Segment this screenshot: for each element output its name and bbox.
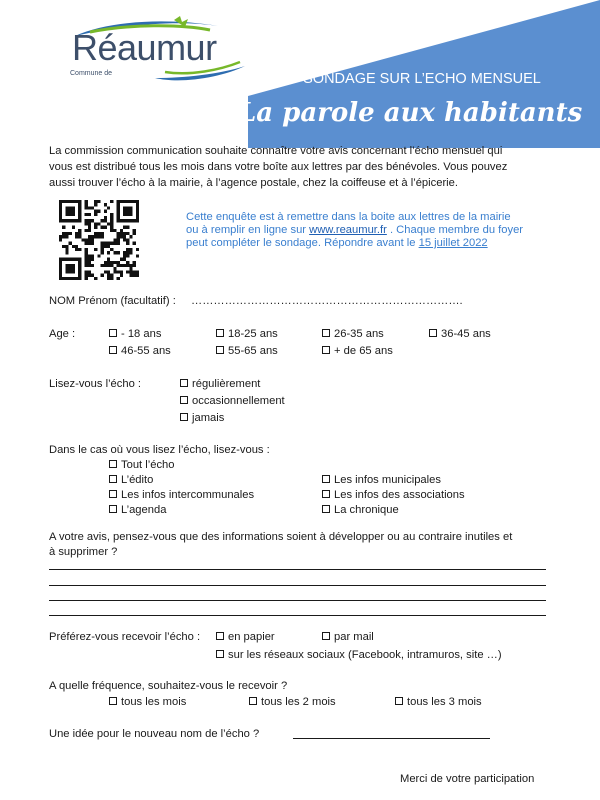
intro-line-2: vous est distribué tous les mois dans votre boîte aux lettres par des bénévoles. Vous pouvez <box>49 161 508 173</box>
checkbox-icon <box>429 329 437 337</box>
checkbox-icon <box>322 490 330 498</box>
frequency-option-monthly[interactable] <box>109 695 186 710</box>
checkbox-icon <box>180 413 188 421</box>
section-option-chronicle[interactable] <box>322 503 399 518</box>
read-option-label: occasionnellement <box>192 395 285 407</box>
logo-name: Réaumur <box>72 27 217 68</box>
age-option-26-35[interactable] <box>322 327 384 342</box>
receive-option-label: en papier <box>228 631 275 643</box>
checkbox-icon <box>109 329 117 337</box>
notice-line-3-pre: peut compléter le sondage. Répondre avant le <box>186 237 419 249</box>
frequency-option-label: tous les mois <box>121 696 187 708</box>
checkbox-icon <box>322 475 330 483</box>
notice-line-1: Cette enquête est à remettre dans la boite aux lettres de la mairie <box>186 211 511 223</box>
tagline: La parole aux habitants <box>238 98 583 128</box>
age-option-label: 55-65 ans <box>228 345 278 357</box>
reaumur-logo <box>70 14 270 84</box>
answer-line[interactable] <box>49 615 546 616</box>
frequency-option-label: tous les 3 mois <box>407 696 482 708</box>
section-option-label: L’édito <box>121 474 154 486</box>
new-name-label: Une idée pour le nouveau nom de l’écho ? <box>49 728 260 740</box>
section-option-label: Les infos municipales <box>334 474 441 486</box>
age-option-label: + de 65 ans <box>334 345 393 357</box>
answer-line[interactable] <box>49 569 546 570</box>
read-option-never[interactable] <box>180 411 224 426</box>
age-option-46-55[interactable] <box>109 344 171 359</box>
answer-line[interactable] <box>49 600 546 601</box>
website-link[interactable]: www.reaumur.fr <box>309 224 387 236</box>
survey-title: SONDAGE SUR L’ECHO MENSUEL <box>303 71 541 87</box>
thanks-text: Merci de votre participation <box>400 773 535 785</box>
section-option-agenda[interactable] <box>109 503 166 518</box>
checkbox-icon <box>216 650 224 658</box>
age-option-label: 36-45 ans <box>441 328 491 340</box>
deadline-date: 15 juillet 2022 <box>418 237 488 249</box>
age-label: Age : <box>49 328 76 340</box>
age-option-label: 46-55 ans <box>121 345 171 357</box>
age-option-label: 26-35 ans <box>334 328 384 340</box>
intro-line-3: aussi trouver l’écho à la mairie, à l’agence postale, chez la coiffeuse et à l’épicerie. <box>49 177 458 189</box>
checkbox-icon <box>216 329 224 337</box>
receive-option-paper[interactable] <box>216 630 275 645</box>
checkbox-icon <box>249 697 257 705</box>
receive-option-social[interactable] <box>216 648 502 663</box>
read-option-label: régulièrement <box>192 378 261 390</box>
age-option-label: - 18 ans <box>121 328 162 340</box>
receive-option-mail[interactable] <box>322 630 374 645</box>
read-label: Lisez-vous l’écho : <box>49 378 142 390</box>
age-option-under-18[interactable] <box>109 327 161 342</box>
sections-label: Dans le cas où vous lisez l’écho, lisez-vous : <box>49 444 270 456</box>
notice-line-2-pre: ou à remplir en ligne sur <box>186 224 310 236</box>
section-option-label: Tout l’écho <box>121 459 175 471</box>
notice-line-3 <box>186 236 488 251</box>
section-option-associations[interactable] <box>322 488 465 503</box>
age-option-36-45[interactable] <box>429 327 491 342</box>
frequency-option-label: tous les 2 mois <box>261 696 336 708</box>
receive-option-label: sur les réseaux sociaux (Facebook, intramuros, site …) <box>228 649 502 661</box>
age-option-18-25[interactable] <box>216 327 278 342</box>
section-option-label: L’agenda <box>121 504 167 516</box>
section-option-intercommunal[interactable] <box>109 488 254 503</box>
checkbox-icon <box>109 505 117 513</box>
age-option-55-65[interactable] <box>216 344 278 359</box>
age-option-over-65[interactable] <box>322 344 393 359</box>
intro-line-1: La commission communication souhaite connaître votre avis concernant l’écho mensuel qui <box>49 145 503 157</box>
opinion-question-line-1: A votre avis, pensez-vous que des informations soient à développer ou au contraire inutiles et <box>49 531 513 543</box>
age-option-label: 18-25 ans <box>228 328 278 340</box>
checkbox-icon <box>322 346 330 354</box>
section-option-label: La chronique <box>334 504 399 516</box>
read-option-occasionally[interactable] <box>180 394 285 409</box>
new-name-field[interactable] <box>293 738 490 739</box>
frequency-option-3-months[interactable] <box>395 695 482 710</box>
checkbox-icon <box>322 505 330 513</box>
read-option-label: jamais <box>192 412 225 424</box>
section-option-label: Les infos des associations <box>334 489 465 501</box>
checkbox-icon <box>180 396 188 404</box>
name-field[interactable]: ………………………………………………………………. <box>191 295 463 307</box>
qr-code-icon[interactable] <box>59 200 139 280</box>
name-label: NOM Prénom (facultatif) : <box>49 295 176 307</box>
checkbox-icon <box>109 475 117 483</box>
checkbox-icon <box>322 632 330 640</box>
answer-line[interactable] <box>49 585 546 586</box>
checkbox-icon <box>109 490 117 498</box>
checkbox-icon <box>109 346 117 354</box>
checkbox-icon <box>322 329 330 337</box>
notice-line-2-post: . Chaque membre du foyer <box>386 224 524 236</box>
logo-subtitle: Commune de <box>70 70 113 77</box>
frequency-label: A quelle fréquence, souhaitez-vous le recevoir ? <box>49 680 288 692</box>
checkbox-icon <box>395 697 403 705</box>
checkbox-icon <box>109 697 117 705</box>
section-option-municipal[interactable] <box>322 473 441 488</box>
checkbox-icon <box>109 460 117 468</box>
receive-option-label: par mail <box>334 631 374 643</box>
frequency-option-2-months[interactable] <box>249 695 336 710</box>
section-option-label: Les infos intercommunales <box>121 489 255 501</box>
receive-label: Préférez-vous recevoir l’écho : <box>49 631 201 643</box>
read-option-regularly[interactable] <box>180 377 260 392</box>
section-option-edito[interactable] <box>109 473 153 488</box>
opinion-question-line-2: à supprimer ? <box>49 546 118 558</box>
checkbox-icon <box>216 632 224 640</box>
section-option-all[interactable] <box>109 458 174 473</box>
checkbox-icon <box>180 379 188 387</box>
checkbox-icon <box>216 346 224 354</box>
